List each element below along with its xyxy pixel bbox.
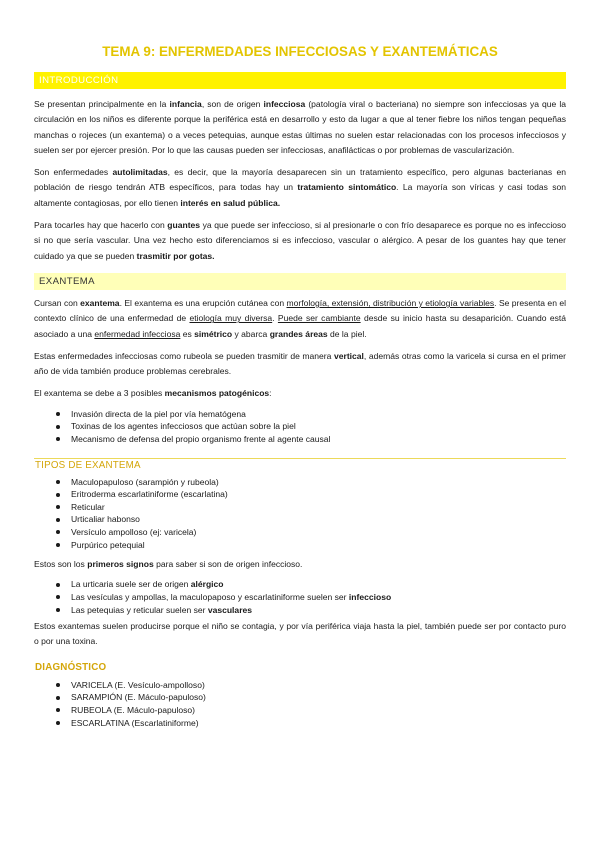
list-item: La urticaria suele ser de origen alérgico — [56, 578, 566, 591]
section-heading-tipos: TIPOS DE EXANTEMA — [34, 458, 566, 475]
page-title: TEMA 9: ENFERMEDADES INFECCIOSAS Y EXANTEMÁTICAS — [102, 44, 498, 59]
section-heading-introduccion: INTRODUCCIÓN — [34, 72, 566, 89]
list-item: RUBEOLA (E. Máculo-papuloso) — [56, 704, 566, 717]
exantema-paragraph-2: Estas enfermedades infecciosas como rubeola se pueden trasmitir de manera vertical, además otras como la varicela si cursa en el primer año de vida también produce problemas cerebrales. — [34, 350, 567, 377]
list-item: Versículo ampolloso (ej: varicela) — [56, 526, 566, 539]
list-item: Reticular — [56, 501, 566, 514]
intro-paragraph-2: Son enfermedades autolimitadas, es decir, que la mayoría desaparecen sin un tratamiento específico, pero algunas bacterianas en población de riesgo tendrán ATB específicos, para todas hay un tratamiento sintomático. La mayoría son víricas y casi todas son altamente contagiosas, por ello tienen interés en salud pública. — [34, 167, 566, 208]
list-item: Urticaliar habonso — [56, 513, 566, 526]
list-item: Las vesículas y ampollas, la maculopaposo y escarlatiniforme suelen ser infeccioso — [56, 591, 566, 604]
list-item: Invasión directa de la piel por vía hematógena — [56, 408, 566, 421]
exantema-paragraph-1: Cursan con exantema. El exantema es una erupción cutánea con morfología, extensión, distribución y etiología variables. Se presenta en el contexto clínico de una enfermedad de etiología muy diversa. Puede ser cambiante desde su inicio hasta su desaparición. Cuando está asociado a una enfermedad infecciosa es simétrico y abarca grandes áreas de la piel. — [34, 297, 567, 339]
list-item: Mecanismo de defensa del propio organismo frente al agente causal — [56, 433, 566, 446]
list-item: Las petequias y reticular suelen ser vasculares — [56, 604, 566, 617]
list-item: Toxinas de los agentes infecciosos que actúan sobre la piel — [56, 420, 566, 433]
list-item: Eritroderma escarlatiniforme (escarlatina) — [56, 488, 566, 501]
section-heading-diagnostico: DIAGNÓSTICO — [35, 661, 107, 673]
intro-paragraph-3: Para tocarles hay que hacerlo con guantes ya que puede ser infeccioso, si al presionarle o con frío desaparece es porque no es infeccioso si no que sería vascular. Una vez hecho esto diferenciamos si es infeccioso, vascular o alérgico. A pesar de los guantes hay que tener cuidado ya que se pueden trasmitir por gotas. — [34, 220, 566, 261]
tipos-paragraph-2: Estos exantemas suelen producirse porque el niño se contagia, y por vía periférica viaja hasta la piel, también puede ser por contacto puro o por una toxina. — [34, 621, 566, 647]
signs-list — [34, 578, 566, 616]
list-item: Purpúrico petequial — [56, 539, 566, 552]
intro-paragraph-1: Se presentan principalmente en la infancia, son de origen infecciosa (patología viral o bacteriana) no siempre son infecciosas ya que la circulación en los niños es diferente porque la periférica está en desarrollo y esto da lugar a que al tener fiebre los niños tengan pequeñas manchas o rojeces (un exantema) o a veces petequias, aunque estas últimas no suelen estar relacionadas con los procesos infecciosos y suelen ser por ejercer presión. Por lo que las causas pueden ser infecciosas, anafilácticas o por problemas de vascularización. — [34, 99, 566, 155]
list-item: Maculopapuloso (sarampión y rubeola) — [56, 476, 566, 489]
list-item: VARICELA (E. Vesículo-ampolloso) — [56, 679, 566, 692]
list-item: SARAMPIÓN (E. Máculo-papuloso) — [56, 691, 566, 704]
exantema-paragraph-3: El exantema se debe a 3 posibles mecanismos patogénicos: — [34, 388, 272, 399]
section-heading-exantema: EXANTEMA — [34, 273, 566, 290]
tipos-list — [34, 476, 566, 552]
diagnostico-list — [34, 679, 566, 729]
mechanisms-list — [34, 408, 566, 446]
list-item: ESCARLATINA (Escarlatiniforme) — [56, 717, 566, 730]
tipos-paragraph-1: Estos son los primeros signos para saber si son de origen infeccioso. — [34, 559, 303, 570]
